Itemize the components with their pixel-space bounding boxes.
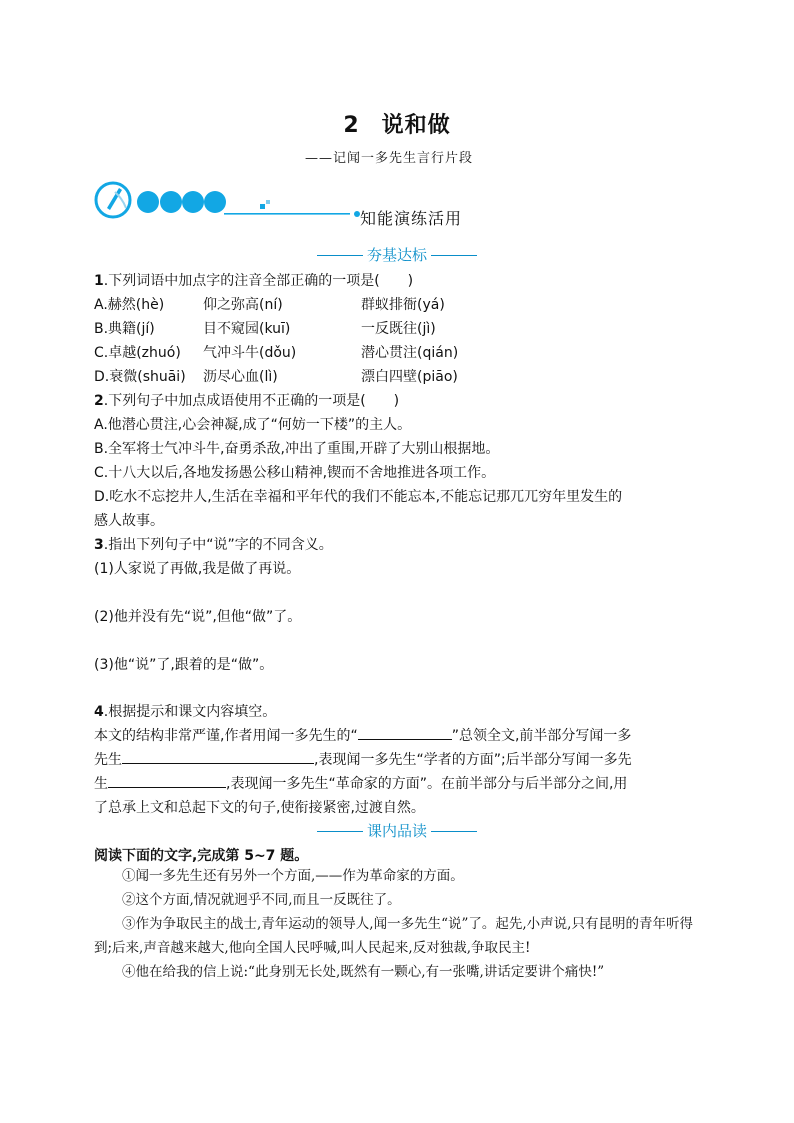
q1-option-a-word2: 仰之弥高(ní)	[203, 297, 283, 313]
q1-option-d-word2: 沥尽心血(lì)	[203, 369, 278, 385]
q2-option-d: D.吃水不忘挖井人,生活在幸福和平年代的我们不能忘本,不能忘记那兀兀穷年里发生的	[94, 489, 623, 505]
q2-option-a: A.他潜心贯注,心会神凝,成了“何妨一下楼”的主人。	[94, 417, 412, 433]
section-reading-heading	[0, 820, 794, 841]
q1-option-c: C.卓越(zhuó)	[94, 345, 181, 361]
q1-option-d-word3: 漂白四壁(piāo)	[361, 369, 458, 385]
lesson-subtitle: ——记闻一多先生言行片段	[305, 151, 474, 166]
q4-line-1: 本文的结构非常严谨,作者用闻一多先生的“ ”总领全文,前半部分写闻一多	[94, 725, 631, 745]
q4-line-3: 生 ,表现闻一多先生“革命家的方面”。在前半部分与后半部分之间,用	[94, 773, 627, 793]
q2-option-c: C.十八大以后,各地发扬愚公移山精神,锲而不舍地推进各项工作。	[94, 465, 496, 481]
q1-option-b-word3: 一反既往(jì)	[361, 321, 436, 337]
q4-line-2: 先生 ,表现闻一多先生“学者的方面”;后半部分写闻一多先	[94, 749, 632, 769]
q1-option-a-word3: 群蚁排衙(yá)	[361, 297, 445, 313]
q1-option-c-word3: 潜心贯注(qián)	[361, 345, 459, 361]
q4-blank-2[interactable]	[122, 749, 314, 764]
q2-option-b: B.全军将士气冲斗牛,奋勇杀敌,冲出了重围,开辟了大别山根据地。	[94, 441, 500, 457]
q4-line-4: 了总承上文和总起下文的句子,使衔接紧密,过渡自然。	[94, 800, 425, 816]
lesson-title-text: 说和做	[381, 113, 451, 138]
reading-paragraph-3: ③作为争取民主的战士,青年运动的领导人,闻一多先生“说”了。起先,小声说,只有昆明的青年听得到;后来,声音越来越大,他向全国人民呼喊,叫人民起来,反对独裁,争取民主!	[94, 916, 693, 956]
q1-option-b: B.典籍(jí)	[94, 321, 155, 337]
question-3-stem: 3.指出下列句子中“说”字的不同含义。	[94, 537, 333, 553]
q1-option-d: D.衰微(shuāi)	[94, 369, 186, 385]
reading-paragraph-1: ①闻一多先生还有另外一个方面,——作为革命家的方面。	[122, 868, 464, 884]
q1-option-a: A.赫然(hè)	[94, 297, 165, 313]
reading-passage	[94, 864, 704, 984]
question-2-stem: 2.下列句子中加点成语使用不正确的一项是( )	[94, 393, 400, 409]
q1-option-c-word2: 气冲斗牛(dǒu)	[203, 345, 297, 361]
lesson-title	[0, 108, 794, 139]
reading-paragraph-2: ②这个方面,情况就迥乎不同,而且一反既往了。	[122, 892, 401, 908]
q3-item-2: (2)他并没有先“说”,但他“做”了。	[94, 609, 302, 625]
question-1-number: 1	[94, 273, 104, 289]
banner-label: 知能演练活用	[360, 209, 463, 228]
q4-blank-3[interactable]	[108, 773, 226, 788]
reading-intro: 阅读下面的文字,完成第 5~7 题。	[94, 848, 309, 864]
question-2-number: 2	[94, 393, 104, 409]
q2-option-d-cont: 感人故事。	[94, 513, 164, 529]
section-basic-heading	[0, 244, 794, 265]
question-3-number: 3	[94, 537, 104, 553]
q3-item-1: (1)人家说了再做,我是做了再说。	[94, 561, 301, 577]
lesson-number: 2	[343, 113, 360, 138]
question-4-stem: 4.根据提示和课文内容填空。	[94, 704, 277, 720]
question-4-number: 4	[94, 704, 104, 720]
q4-blank-1[interactable]	[358, 725, 452, 740]
question-1-stem: 1.下列词语中加点字的注音全部正确的一项是( )	[94, 273, 414, 289]
reading-paragraph-4: ④他在给我的信上说:“此身别无长处,既然有一颗心,有一张嘴,讲话定要讲个痛快!”	[122, 964, 605, 980]
section-reading-label: 课内品读	[366, 822, 427, 840]
section-basic-label: 夯基达标	[366, 246, 427, 264]
q1-option-b-word2: 目不窥园(kuī)	[203, 321, 291, 337]
q3-item-3: (3)他“说”了,跟着的是“做”。	[94, 657, 274, 673]
